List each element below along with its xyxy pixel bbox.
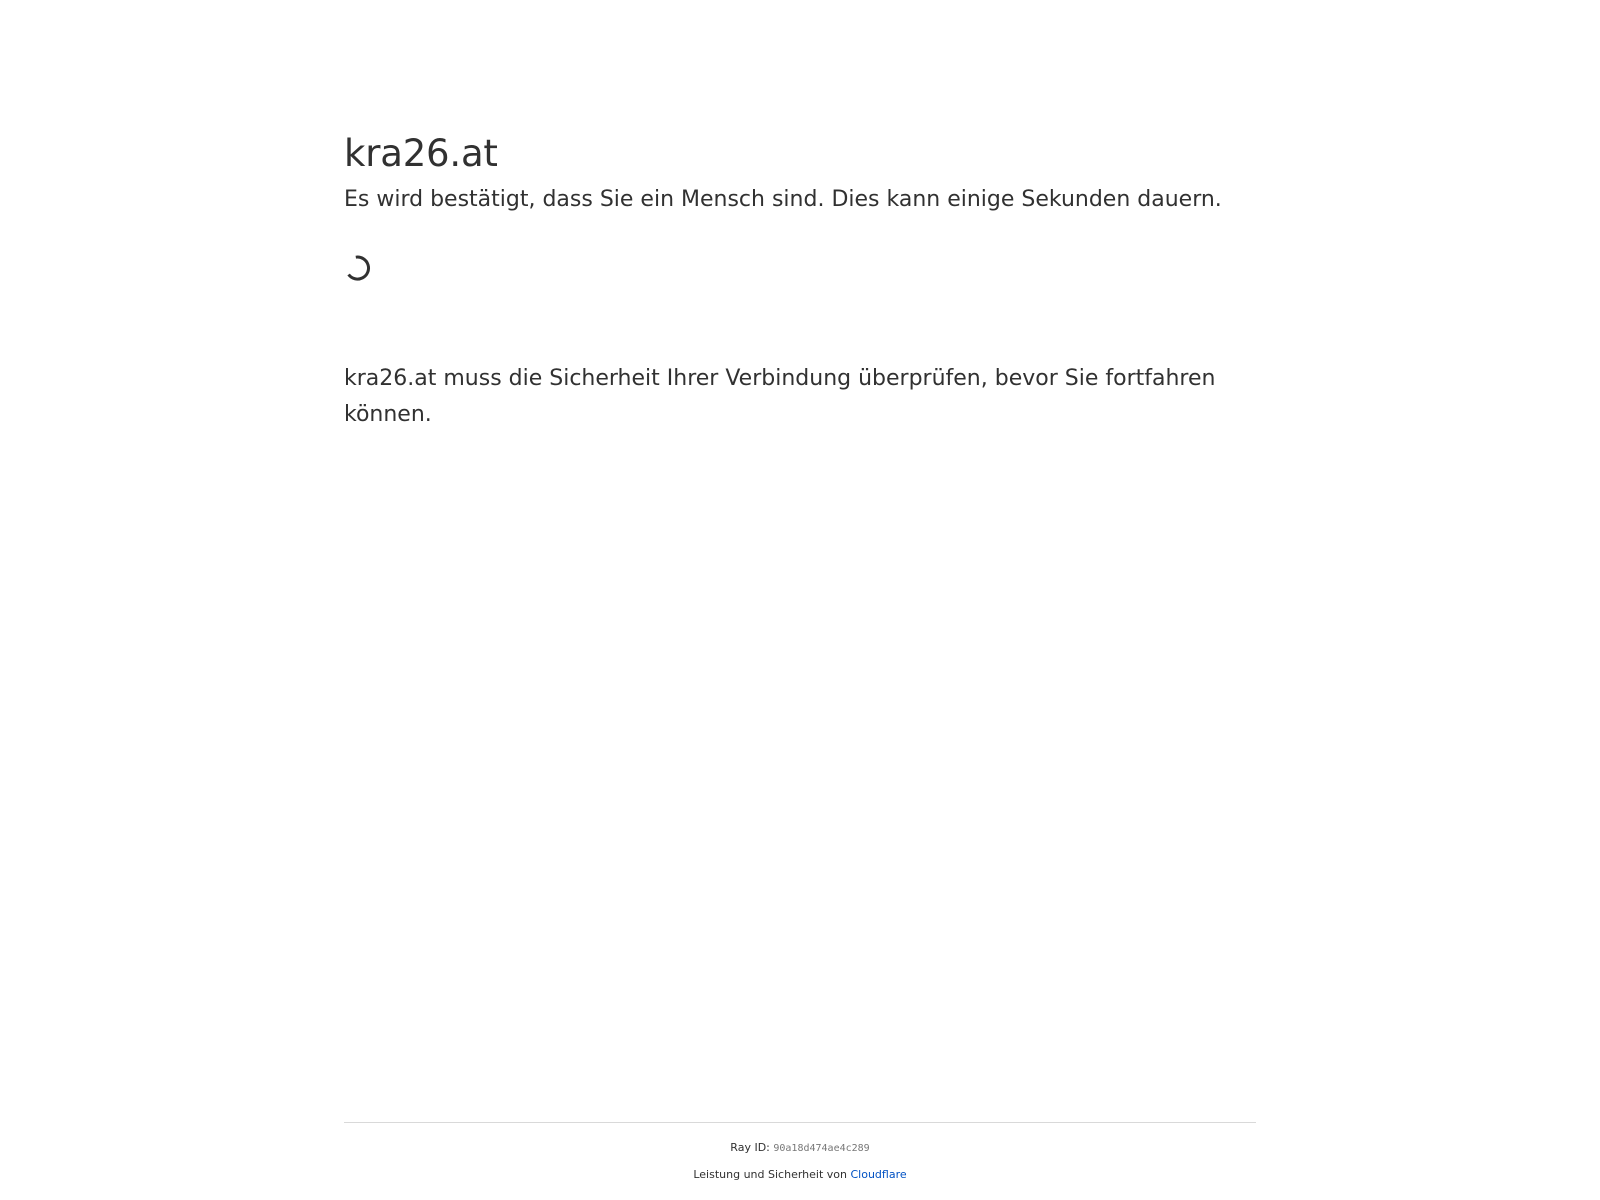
- performance-credit: [344, 1167, 1256, 1183]
- site-title: kra26.at: [344, 132, 498, 175]
- verification-heading: Es wird bestätigt, dass Sie ein Mensch sind. Dies kann einige Sekunden dauern.: [344, 187, 1222, 212]
- ray-id-line: [344, 1140, 1256, 1157]
- main-content: [344, 130, 1256, 427]
- ray-id-value: 90a18d474ae4c289: [773, 1143, 870, 1154]
- security-check-message: kra26.at muss die Sicherheit Ihrer Verbindung überprüfen, bevor Sie fortfahren können.: [344, 366, 1216, 427]
- footer: [344, 1122, 1256, 1183]
- cloudflare-link[interactable]: Cloudflare: [850, 1168, 907, 1181]
- credit-prefix: Leistung und Sicherheit von: [693, 1168, 851, 1181]
- ray-id-label: Ray ID:: [730, 1141, 774, 1154]
- loading-spinner-icon: [345, 253, 375, 283]
